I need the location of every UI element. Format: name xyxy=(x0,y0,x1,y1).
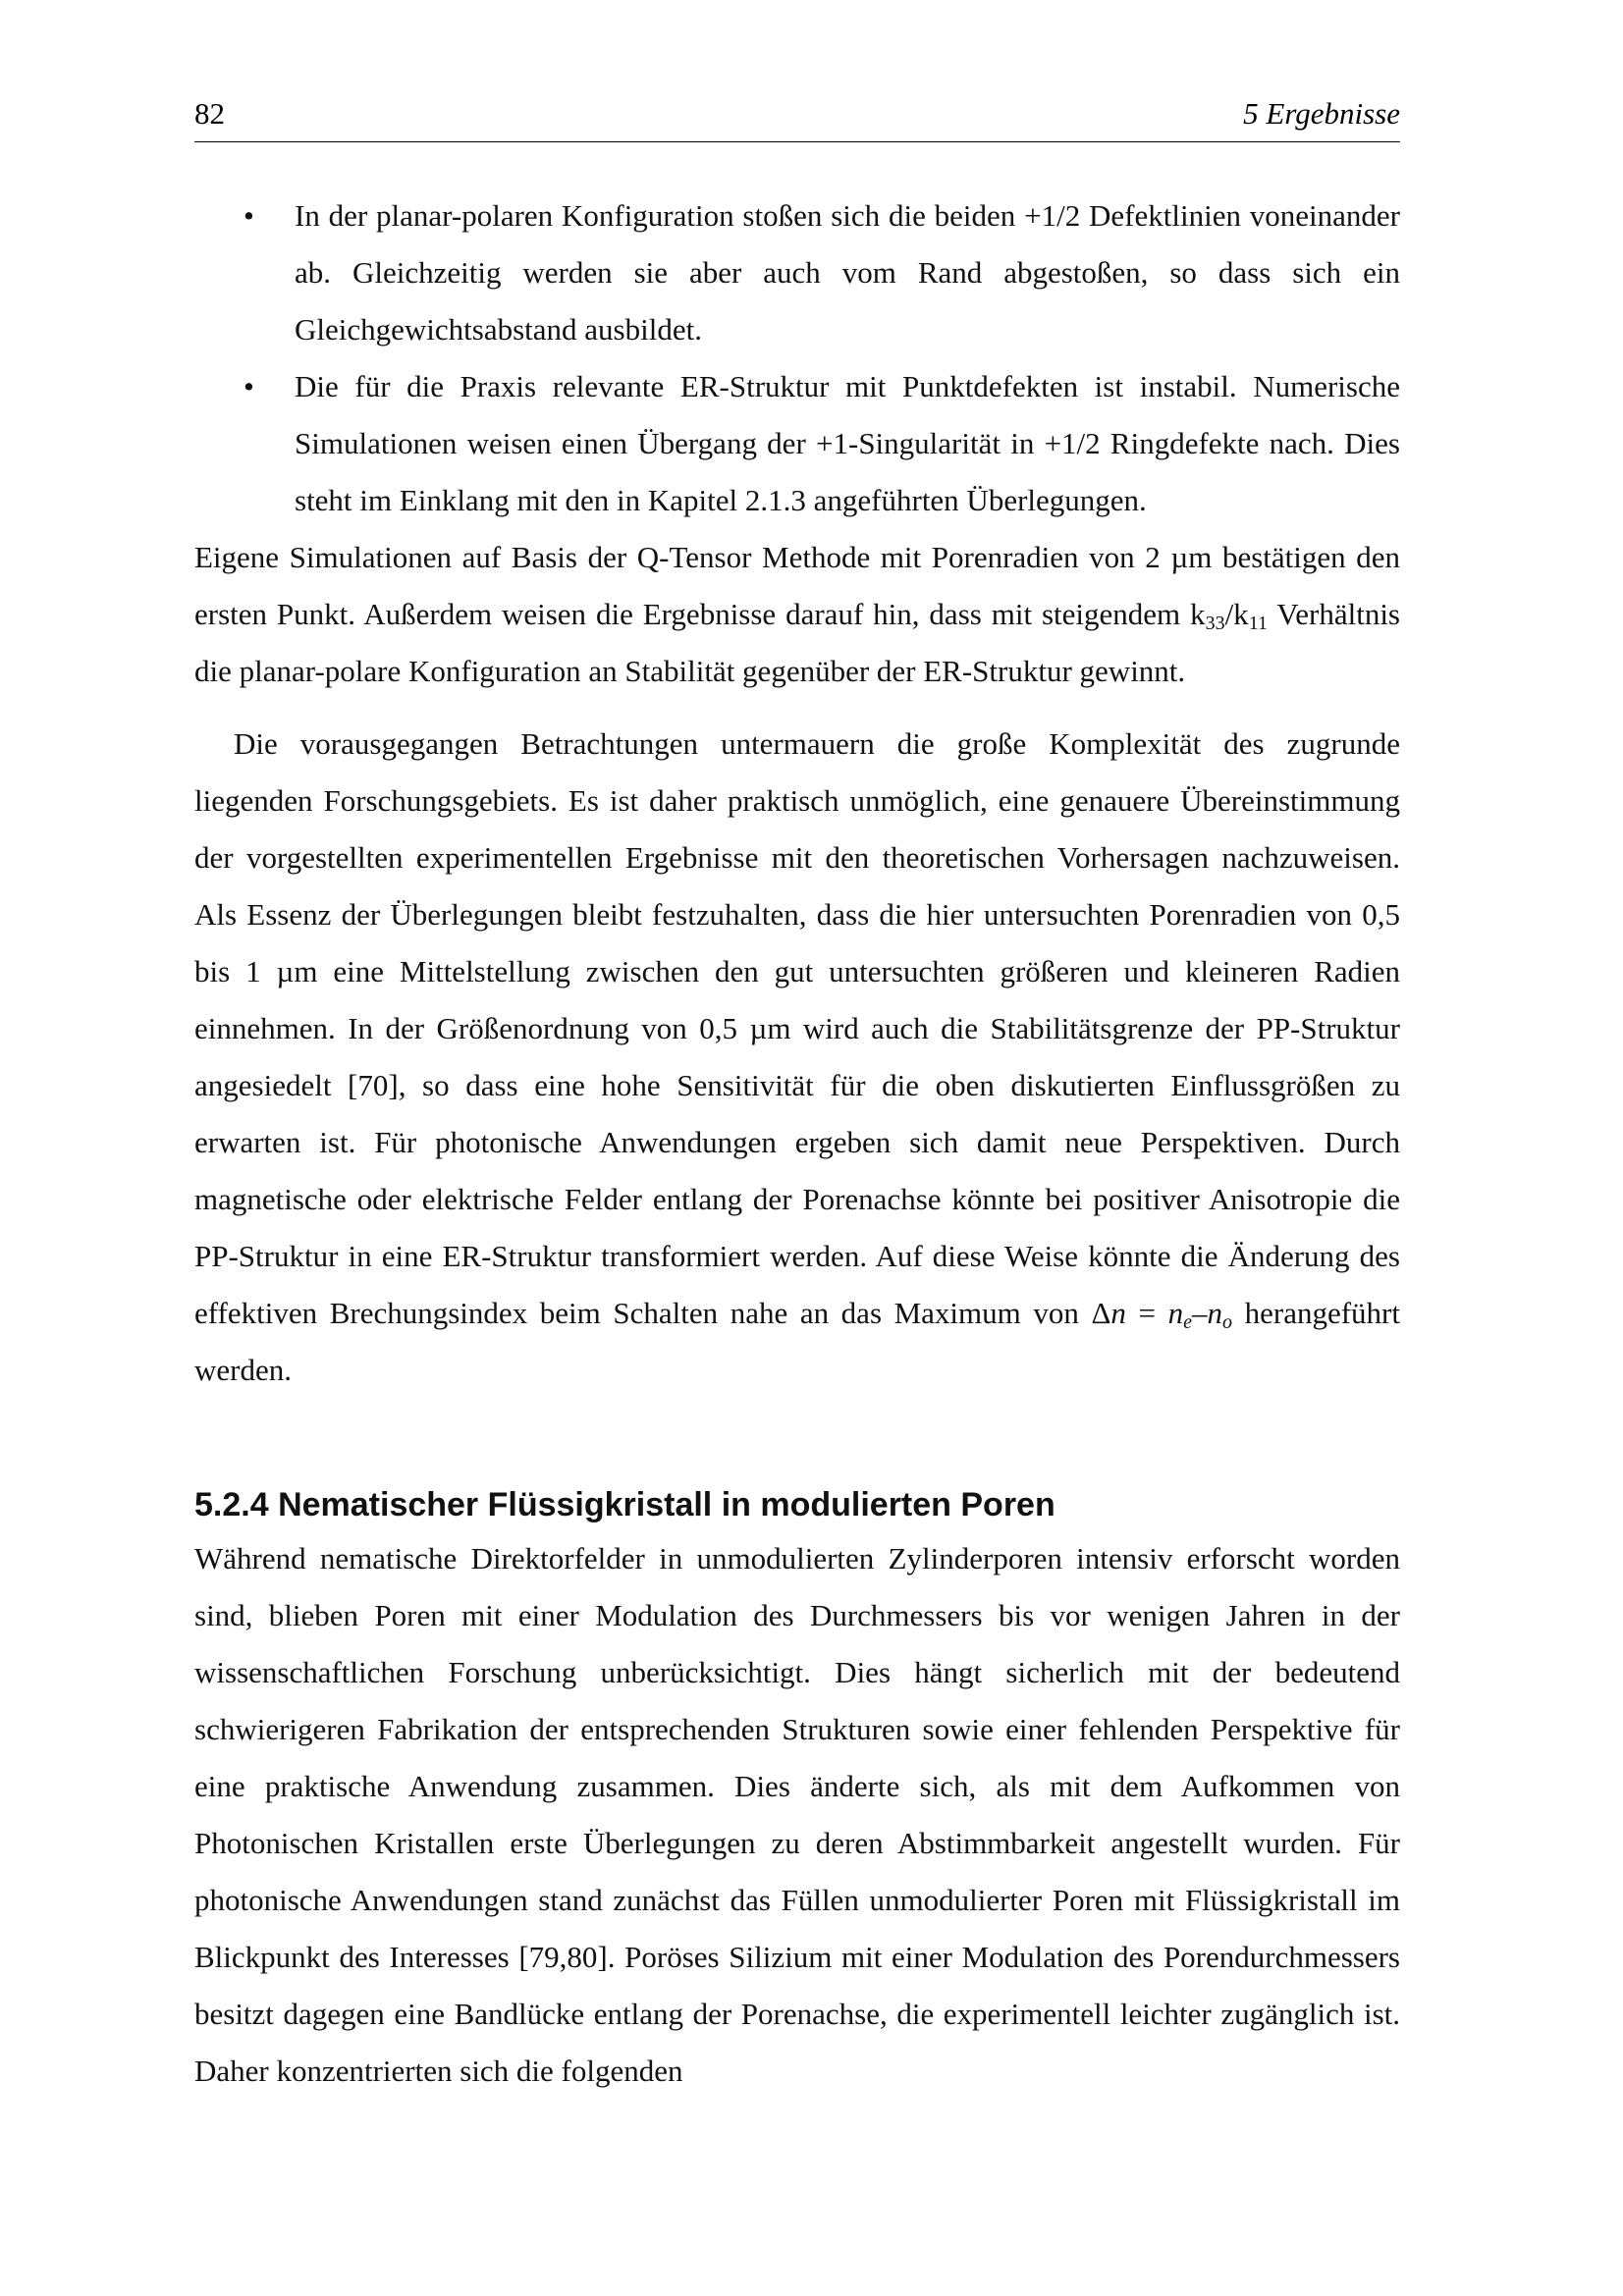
paragraph-discussion: Die vorausgegangen Betrachtungen untermauern die große Komplexität des zugrunde liegenden Forschungsgebiets. Es ist daher praktisch unmöglich, eine genauere Übereinstimmung der vorgestellten experimentellen Ergebnisse mit den theoretischen Vorhersagen nachzuweisen. Als Essenz der Überlegungen bleibt festzuhalten, dass die hier untersuchten Porenradien von 0,5 bis 1 µm eine Mittelstellung zwischen den gut untersuchten größeren und kleineren Radien einnehmen. In der Größenordnung von 0,5 µm wird auch die Stabilitätsgrenze der PP-Struktur angesiedelt [70], so dass eine hohe Sensitivität für die oben diskutierten Einflussgrößen zu erwarten ist. Für photonische Anwendungen ergeben sich damit neue Perspektiven. Durch magnetische oder elektrische Felder entlang der Porenachse könnte bei positiver Anisotropie die PP-Struktur in eine ER-Struktur transformiert werden. Auf diese Weise könnte die Änderung des effektiven Brechungsindex beim Schalten nahe an das Maximum von $\Delta n = n_e-n_o$ herangeführt werden. xyxy=(194,726,1400,1387)
running-chapter-title: 5 Ergebnisse xyxy=(1243,96,1400,131)
bullet-dot-icon: • xyxy=(243,198,254,233)
body-text xyxy=(194,187,1400,2100)
paragraph-modulated-pores: Während nematische Direktorfelder in unmodulierten Zylinderporen intensiv erforscht worden sind, blieben Poren mit einer Modulation des Durchmessers bis vor wenigen Jahren in der wissenschaftlichen Forschung unberücksichtigt. Dies hängt sicherlich mit der bedeutend schwierigeren Fabrikation der entsprechenden Strukturen sowie einer fehlenden Perspektive für eine praktische Anwendung zusammen. Dies änderte sich, als mit dem Aufkommen von Photonischen Kristallen erste Überlegungen zu deren Abstimmbarkeit angestellt wurden. Für photonische Anwendungen stand zunächst das Füllen unmodulierter Poren mit Flüssigkristall im Blickpunkt des Interesses [79,80]. Poröses Silizium mit einer Modulation des Porendurchmessers besitzt dagegen eine Bandlücke entlang der Porenachse, die experimentell leichter zugänglich ist. Daher konzentrierten sich die folgenden xyxy=(194,1541,1400,2088)
page-number: 82 xyxy=(194,96,225,131)
section-heading: 5.2.4 Nematischer Flüssigkristall in modulierten Poren xyxy=(194,1486,1055,1523)
page-header xyxy=(194,96,1400,142)
bullet-dot-icon: • xyxy=(243,369,254,403)
paragraph-simulations: Eigene Simulationen auf Basis der Q-Tensor Methode mit Porenradien von 2 µm bestätigen den ersten Punkt. Außerdem weisen die Ergebnisse darauf hin, dass mit steigendem $k_{33}/k_{11}$ Verhältnis die planar-polare Konfiguration an Stabilität gegenüber der ER-Struktur gewinnt. xyxy=(194,540,1400,688)
bullet-text: In der planar-polaren Konfiguration stoßen sich die beiden +1/2 Defektlinien voneinander ab. Gleichzeitig werden sie aber auch vom Rand abgestoßen, so dass sich ein Gleichgewichtsabstand ausbildet. xyxy=(295,198,1400,347)
bullet-text: Die für die Praxis relevante ER-Struktur mit Punktdefekten ist instabil. Numerische Simulationen weisen einen Übergang der +1-Singularität in +1/2 Ringdefekte nach. Dies steht im Einklang mit den in Kapitel 2.1.3 angeführten Überlegungen. xyxy=(295,369,1400,517)
bullet-item xyxy=(194,187,1400,358)
bullet-item xyxy=(194,358,1400,529)
bullet-list xyxy=(194,187,1400,529)
